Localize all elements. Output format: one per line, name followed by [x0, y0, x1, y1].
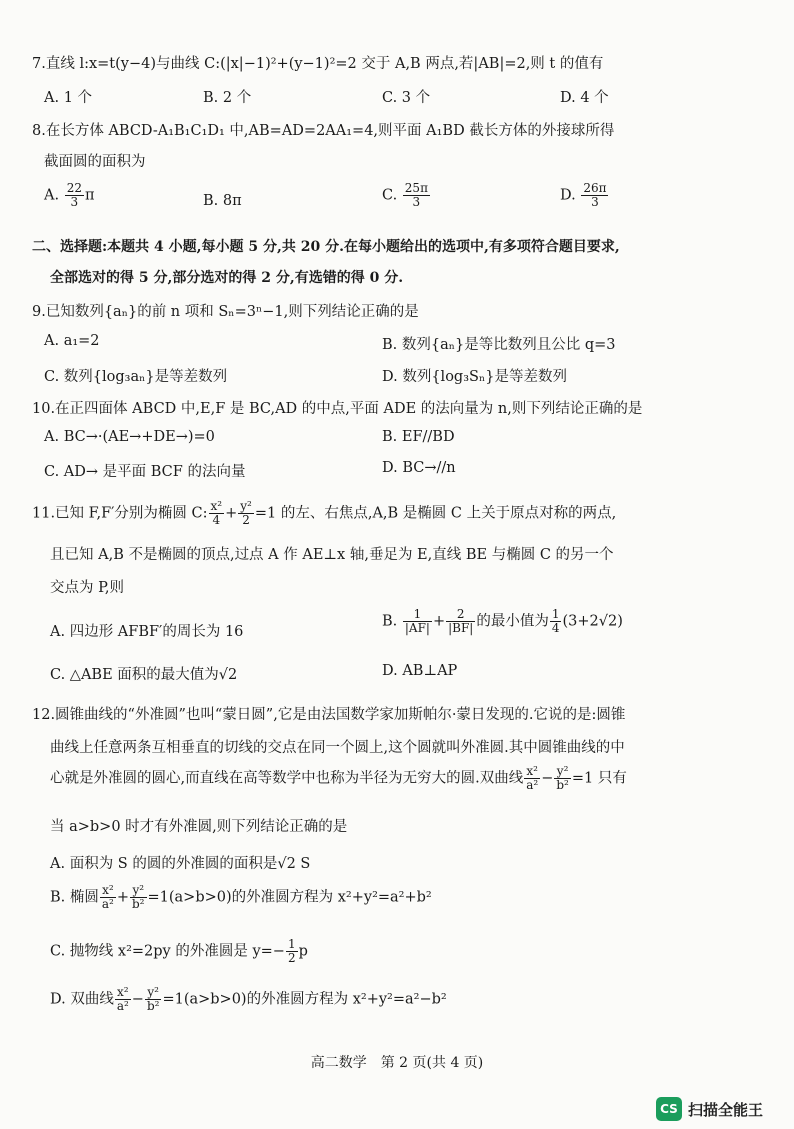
q12-d-x-fraction [115, 986, 131, 1013]
q12-stem3-x-numerator: x² [524, 765, 540, 779]
q8-d-numerator: 26π [583, 181, 607, 195]
section2-heading-line2: 全部选对的得 5 分,部分选对的得 2 分,有选错的得 0 分. [50, 270, 404, 286]
q11-b-f1-denominator: |AF| [404, 621, 430, 635]
q11-y-denominator: 2 [242, 513, 250, 527]
q9-option-a: A. a₁=2 [44, 333, 100, 349]
q11-option-b [382, 608, 623, 635]
q12-b-x-fraction [100, 884, 116, 911]
q12-b-y-denominator: b² [132, 897, 145, 911]
q12-b-x-numerator: x² [100, 884, 116, 898]
q8-stem-line1: 8.在长方体 ABCD-A₁B₁C₁D₁ 中,AB=AD=2AA₁=4,则平面 A₁BD 截长方体的外接球所得 [32, 123, 615, 139]
q12-b-suffix: =1(a>b>0)的外准圆方程为 x²+y²=a²+b² [147, 889, 432, 906]
q11-stem-line3: 交点为 P,则 [50, 580, 125, 596]
q10-option-a: A. BC→·(AE→+DE→)=0 [44, 429, 215, 445]
q12-option-b [50, 884, 432, 911]
q10-option-d: D. BC→//n [382, 460, 456, 476]
q11-b-plus: + [432, 613, 446, 630]
q11-b-f1-numerator: 1 [403, 608, 432, 622]
q8-a-tail: π [84, 187, 95, 204]
q8-option-a [44, 182, 95, 209]
q11-y-fraction [238, 500, 254, 527]
q11-b-f3-numerator: 1 [551, 607, 560, 621]
q12-stem3-y-denominator: b² [556, 778, 569, 792]
q12-option-c [50, 938, 308, 965]
q8-d-denominator: 3 [591, 195, 599, 209]
q12-stem3-x-denominator: a² [526, 778, 539, 792]
q9-option-d: D. 数列{log₃Sₙ}是等差数列 [382, 369, 567, 385]
q9-option-c: C. 数列{log₃aₙ}是等差数列 [44, 369, 228, 385]
q12-b-y-numerator: y² [130, 884, 147, 898]
q11-option-a: A. 四边形 AFBF′的周长为 16 [50, 624, 244, 640]
q8-option-c-fraction [403, 182, 430, 209]
q8-option-c-label: C. [382, 187, 398, 204]
q8-option-a-label: A. [44, 187, 60, 204]
q12-option-d [50, 986, 447, 1013]
q8-option-d-fraction [581, 182, 608, 209]
q12-stem-line4: 当 a>b>0 时才有外准圆,则下列结论正确的是 [50, 819, 348, 835]
q12-c-numerator: 1 [287, 937, 296, 951]
q10-option-c: C. AD→ 是平面 BCF 的法向量 [44, 464, 246, 480]
q8-option-a-fraction [65, 182, 84, 209]
q11-b-mid: 的最小值为 [476, 613, 549, 630]
q12-c-fraction [286, 938, 298, 965]
q11-b-f3-denominator: 4 [551, 621, 560, 635]
q12-stem-line3 [50, 765, 627, 792]
q12-stem3-minus: − [541, 770, 554, 787]
q12-d-x-numerator: x² [115, 986, 131, 1000]
q12-stem-line1: 12.圆锥曲线的“外准圆”也叫“蒙日圆”,它是由法国数学家加斯帕尔·蒙日发现的.它说的是:圆锥 [32, 707, 626, 723]
q11-stem-line2: 且已知 A,B 不是椭圆的顶点,过点 A 作 AE⊥x 轴,垂足为 E,直线 BE 与椭圆 C 的另一个 [50, 547, 614, 563]
q12-stem3-x-fraction [524, 765, 540, 792]
q7-option-b: B. 2 个 [203, 90, 252, 106]
q12-d-prefix: D. 双曲线 [50, 991, 114, 1008]
q12-c-tail: p [298, 943, 308, 960]
q11-x-fraction [209, 500, 225, 527]
q8-option-d [560, 182, 609, 209]
q12-d-x-denominator: a² [116, 999, 129, 1013]
q12-stem3-y-numerator: y² [554, 765, 571, 779]
q11-option-b-label: B. [382, 613, 398, 630]
q11-stem-suffix: =1 的左、右焦点,A,B 是椭圆 C 上关于原点对称的两点, [254, 505, 617, 522]
q11-y-numerator: y² [240, 499, 252, 513]
page-footer: 高二数学 第 2 页(共 4 页) [310, 1055, 484, 1071]
q11-b-f2-numerator: 2 [446, 608, 475, 622]
q8-c-numerator: 25π [404, 181, 428, 195]
q8-a-denominator: 3 [70, 195, 79, 209]
q7-option-c: C. 3 个 [382, 90, 431, 106]
q12-d-suffix: =1(a>b>0)的外准圆方程为 x²+y²=a²−b² [162, 991, 447, 1008]
q12-b-y-fraction [130, 884, 147, 911]
q12-stem3-y-fraction [554, 765, 571, 792]
q12-d-y-fraction [145, 986, 162, 1013]
camscanner-watermark [656, 1097, 763, 1121]
q11-plus: + [225, 505, 238, 522]
q8-option-b: B. 8π [203, 193, 242, 209]
q11-option-c: C. △ABE 面积的最大值为√2 [50, 667, 238, 683]
q7-stem: 7.直线 l:x=t(y−4)与曲线 C:(|x|−1)²+(y−1)²=2 交于 A,B 两点,若|AB|=2,则 t 的值有 [32, 56, 604, 72]
q9-stem: 9.已知数列{aₙ}的前 n 项和 Sₙ=3ⁿ−1,则下列结论正确的是 [32, 304, 419, 320]
q11-b-fraction-1 [403, 608, 432, 635]
q11-option-d: D. AB⊥AP [382, 663, 458, 679]
q12-d-y-denominator: b² [146, 999, 160, 1013]
q12-d-y-numerator: y² [145, 986, 162, 1000]
q11-b-f2-denominator: |BF| [448, 621, 474, 635]
q12-b-prefix: B. 椭圆 [50, 889, 99, 906]
q12-stem3-prefix: 心就是外准圆的圆心,而直线在高等数学中也称为半径为无穷大的圆.双曲线 [50, 770, 524, 787]
q7-option-d: D. 4 个 [560, 90, 609, 106]
q8-option-c [382, 182, 431, 209]
q12-d-minus: − [131, 991, 144, 1008]
q12-stem-line2: 曲线上任意两条互相垂直的切线的交点在同一个圆上,这个圆就叫外准圆.其中圆锥曲线的中 [50, 740, 625, 756]
q11-x-denominator: 4 [212, 513, 221, 527]
q7-option-a: A. 1 个 [44, 90, 93, 106]
q10-option-b: B. EF//BD [382, 429, 455, 445]
q8-c-denominator: 3 [412, 195, 421, 209]
q11-x-numerator: x² [210, 499, 223, 513]
q9-option-b: B. 数列{aₙ}是等比数列且公比 q=3 [382, 337, 616, 353]
q12-stem3-suffix: =1 只有 [571, 770, 627, 787]
camscanner-label: 扫描全能王 [688, 1100, 764, 1119]
q8-a-numerator: 22 [66, 181, 82, 195]
q11-b-tail: (3+2√2) [562, 613, 623, 630]
q12-b-plus: + [116, 889, 129, 906]
q12-c-denominator: 2 [287, 951, 296, 965]
q10-stem: 10.在正四面体 ABCD 中,E,F 是 BC,AD 的中点,平面 ADE 的法向量为 n,则下列结论正确的是 [32, 401, 643, 417]
q11-b-fraction-3 [550, 608, 562, 635]
q11-b-fraction-2 [446, 608, 475, 635]
q8-option-d-label: D. [560, 187, 576, 204]
section2-heading-line1: 二、选择题:本题共 4 小题,每小题 5 分,共 20 分.在每小题给出的选项中,有多项符合题目要求, [32, 239, 620, 255]
q11-stem-prefix: 11.已知 F,F′分别为椭圆 C: [32, 505, 208, 522]
camscanner-logo-icon: CS [656, 1097, 682, 1121]
q12-b-x-denominator: a² [101, 897, 114, 911]
q12-option-a: A. 面积为 S 的圆的外准圆的面积是√2 S [50, 856, 311, 872]
q12-c-prefix: C. 抛物线 x²=2py 的外准圆是 y=− [50, 943, 285, 960]
q8-stem-line2: 截面圆的面积为 [44, 154, 146, 170]
q11-stem-line1 [32, 500, 616, 527]
